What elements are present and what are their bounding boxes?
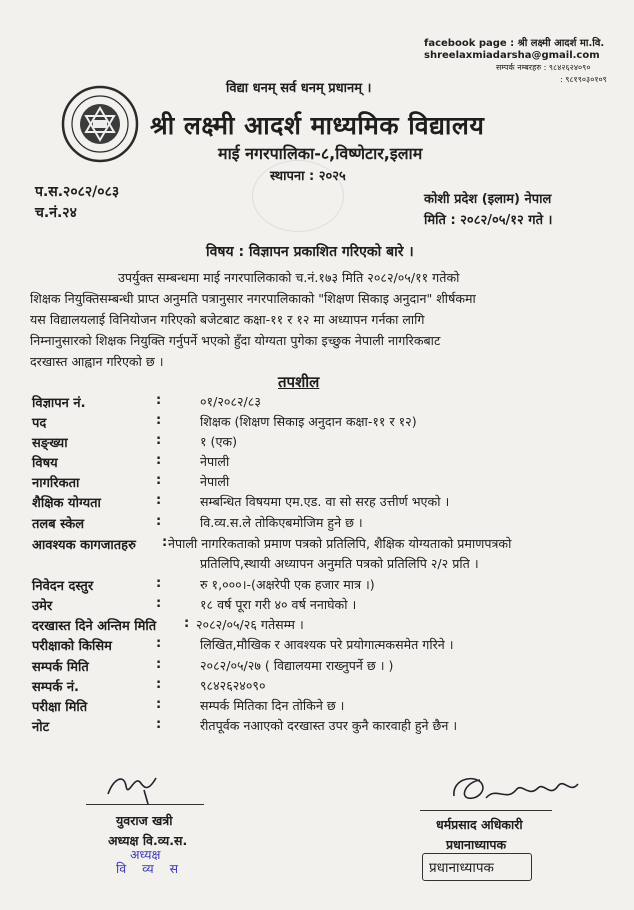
- letter-date: मिति : २०८२/०५/१२ गते ।: [424, 213, 553, 228]
- school-address: माई नगरपालिका-८,विष्णेटार,इलाम: [218, 144, 423, 163]
- signature-line: [420, 810, 552, 811]
- principal-title: प्रधानाध्यापक: [446, 837, 507, 852]
- row-colon: :: [156, 717, 162, 732]
- row-colon: :: [156, 697, 162, 712]
- row-value: सम्बन्धित विषयमा एम.एड. वा सो सरह उत्तीर्ण भएको ।: [200, 494, 450, 509]
- committee-stamp: वि व्य स: [116, 861, 185, 876]
- row-value: प्रतिलिपि,स्थायी अध्यापन अनुमति पत्रको प्रतिलिपि २/२ प्रति ।: [200, 556, 479, 571]
- principal-stamp: [422, 853, 532, 881]
- row-value: रु १,०००।-(अक्षरेपी एक हजार मात्र ।): [200, 577, 375, 592]
- contact-numbers-2: : ९८१९०३०१०९: [560, 75, 607, 84]
- row-colon: :: [156, 636, 162, 651]
- row-colon: :: [156, 393, 162, 408]
- row-colon: :: [156, 576, 162, 591]
- row-label: परीक्षा मिति: [32, 700, 88, 715]
- chairperson-title: अध्यक्ष वि.व्य.स.: [108, 833, 188, 848]
- faint-stamp: [252, 160, 344, 232]
- row-colon: :: [156, 453, 162, 468]
- row-colon: :: [156, 657, 162, 672]
- row-value: नेपाली: [200, 454, 230, 469]
- row-colon: :: [156, 677, 162, 692]
- details-heading: तपशील: [278, 373, 320, 391]
- signature-line: [86, 804, 204, 805]
- row-label: नोट: [32, 720, 50, 735]
- row-value: लिखित,मौखिक र आवश्यक परे प्रयोगात्मकसमेत गरिने ।: [200, 637, 454, 652]
- row-colon: :: [156, 493, 162, 508]
- row-value: नेपाली: [200, 474, 230, 489]
- row-value: ९८४२६२४०९०: [200, 678, 266, 693]
- school-seal-logo: [60, 84, 140, 164]
- body-line: दरखास्त आह्वान गरिएको छ ।: [30, 354, 164, 369]
- row-label: पद: [32, 416, 47, 431]
- established-year: स्थापना : २०२५: [270, 169, 346, 184]
- row-label: दरखास्त दिने अन्तिम मिति: [32, 619, 157, 634]
- row-value: वि.व्य.स.ले तोकिएबमोजिम हुने छ ।: [200, 515, 363, 530]
- row-label: विषय: [32, 456, 58, 471]
- row-label: तलब स्केल: [32, 517, 85, 532]
- row-label: शैक्षिक योग्यता: [32, 496, 101, 511]
- row-value: १८ वर्ष पूरा गरी ४० वर्ष ननाघेको ।: [200, 597, 357, 612]
- fiscal-year: प.स.२०८२/०८३: [35, 184, 120, 200]
- body-line: निम्नानुसारको शिक्षक नियुक्ति गर्नुपर्ने भएको हुँदा योग्यता पुगेका इच्छुक नेपाली नागरिकबाट: [30, 333, 441, 348]
- row-value: २०८२/०५/२७ ( विद्यालयमा राख्नुपर्ने छ । ): [200, 658, 394, 673]
- email: shreelaxmiadarsha@gmail.com: [424, 50, 600, 61]
- row-label: सम्पर्क मिति: [32, 660, 89, 675]
- row-label: आवश्यक कागजातहरु: [32, 538, 136, 553]
- row-label: निवेदन दस्तुर: [32, 579, 94, 594]
- row-label: सम्पर्क नं.: [32, 680, 79, 695]
- school-name: श्री लक्ष्मी आदर्श माध्यमिक विद्यालय: [150, 111, 485, 140]
- row-value: १ (एक): [200, 434, 238, 449]
- row-label: विज्ञापन नं.: [32, 396, 86, 411]
- row-colon: :: [156, 596, 162, 611]
- row-colon: :: [156, 413, 162, 428]
- chairperson-name: युवराज खत्री: [116, 813, 173, 828]
- row-colon: :: [156, 514, 162, 529]
- row-value: ०१/२०८२/८३: [200, 394, 261, 409]
- row-label: उमेर: [32, 599, 53, 614]
- province-line: कोशी प्रदेश (इलाम) नेपाल: [424, 192, 552, 207]
- principal-signature: [446, 768, 586, 814]
- chairperson-stamp: अध्यक्ष: [130, 847, 161, 862]
- dispatch-number: च.नं.२४: [35, 205, 77, 221]
- contact-block: [424, 38, 607, 86]
- row-value: नेपाली नागरिकताको प्रमाण पत्रको प्रतिलिपि, शैक्षिक योग्यताको प्रमाणपत्रको: [168, 536, 512, 551]
- row-value: सम्पर्क मितिका दिन तोकिने छ ।: [200, 698, 345, 713]
- body-line: शिक्षक नियुक्तिसम्बन्धी प्राप्त अनुमति पत्रानुसार नगरपालिकाको "शिक्षण सिकाइ अनुदान" शीर्षकमा: [30, 291, 476, 306]
- body-line: उपर्युक्त सम्बन्धमा माई नगरपालिकाको च.नं.१७३ मिति २०८२/०५/११ गतेको: [118, 270, 460, 285]
- facebook-page: facebook page : श्री लक्ष्मी आदर्श मा.वि.: [424, 38, 605, 49]
- contact-numbers: सम्पर्क नम्बरहरु : ९८४२६२४०९०: [496, 63, 591, 72]
- chairperson-signature: [104, 768, 174, 808]
- school-motto: विद्या धनम् सर्व धनम् प्रधानम् ।: [226, 81, 372, 96]
- body-line: यस विद्यालयलाई विनियोजन गरिएको बजेटबाट कक्षा-११ र १२ मा अध्यापन गर्नका लागि: [30, 312, 425, 327]
- row-colon: :: [156, 473, 162, 488]
- row-value: रीतपूर्वक नआएको दरखास्त उपर कुनै कारवाही हुने छैन ।: [200, 718, 458, 733]
- row-value: शिक्षक (शिक्षण सिकाइ अनुदान कक्षा-११ र १२): [200, 414, 417, 429]
- principal-name: धर्मप्रसाद अधिकारी: [436, 817, 523, 832]
- row-label: परीक्षाको किसिम: [32, 639, 112, 654]
- row-colon: :: [156, 433, 162, 448]
- row-label: नागरिकता: [32, 476, 80, 491]
- row-colon: :: [184, 616, 190, 631]
- subject-line: विषय : विज्ञापन प्रकाशित गरिएको बारे ।: [206, 244, 414, 260]
- row-colon: :: [162, 535, 168, 550]
- row-value: २०८२/०५/२६ गतेसम्म ।: [196, 617, 304, 632]
- row-label: सङ्ख्या: [32, 436, 68, 451]
- principal-stamp-text: प्रधानाध्यापक: [429, 860, 494, 876]
